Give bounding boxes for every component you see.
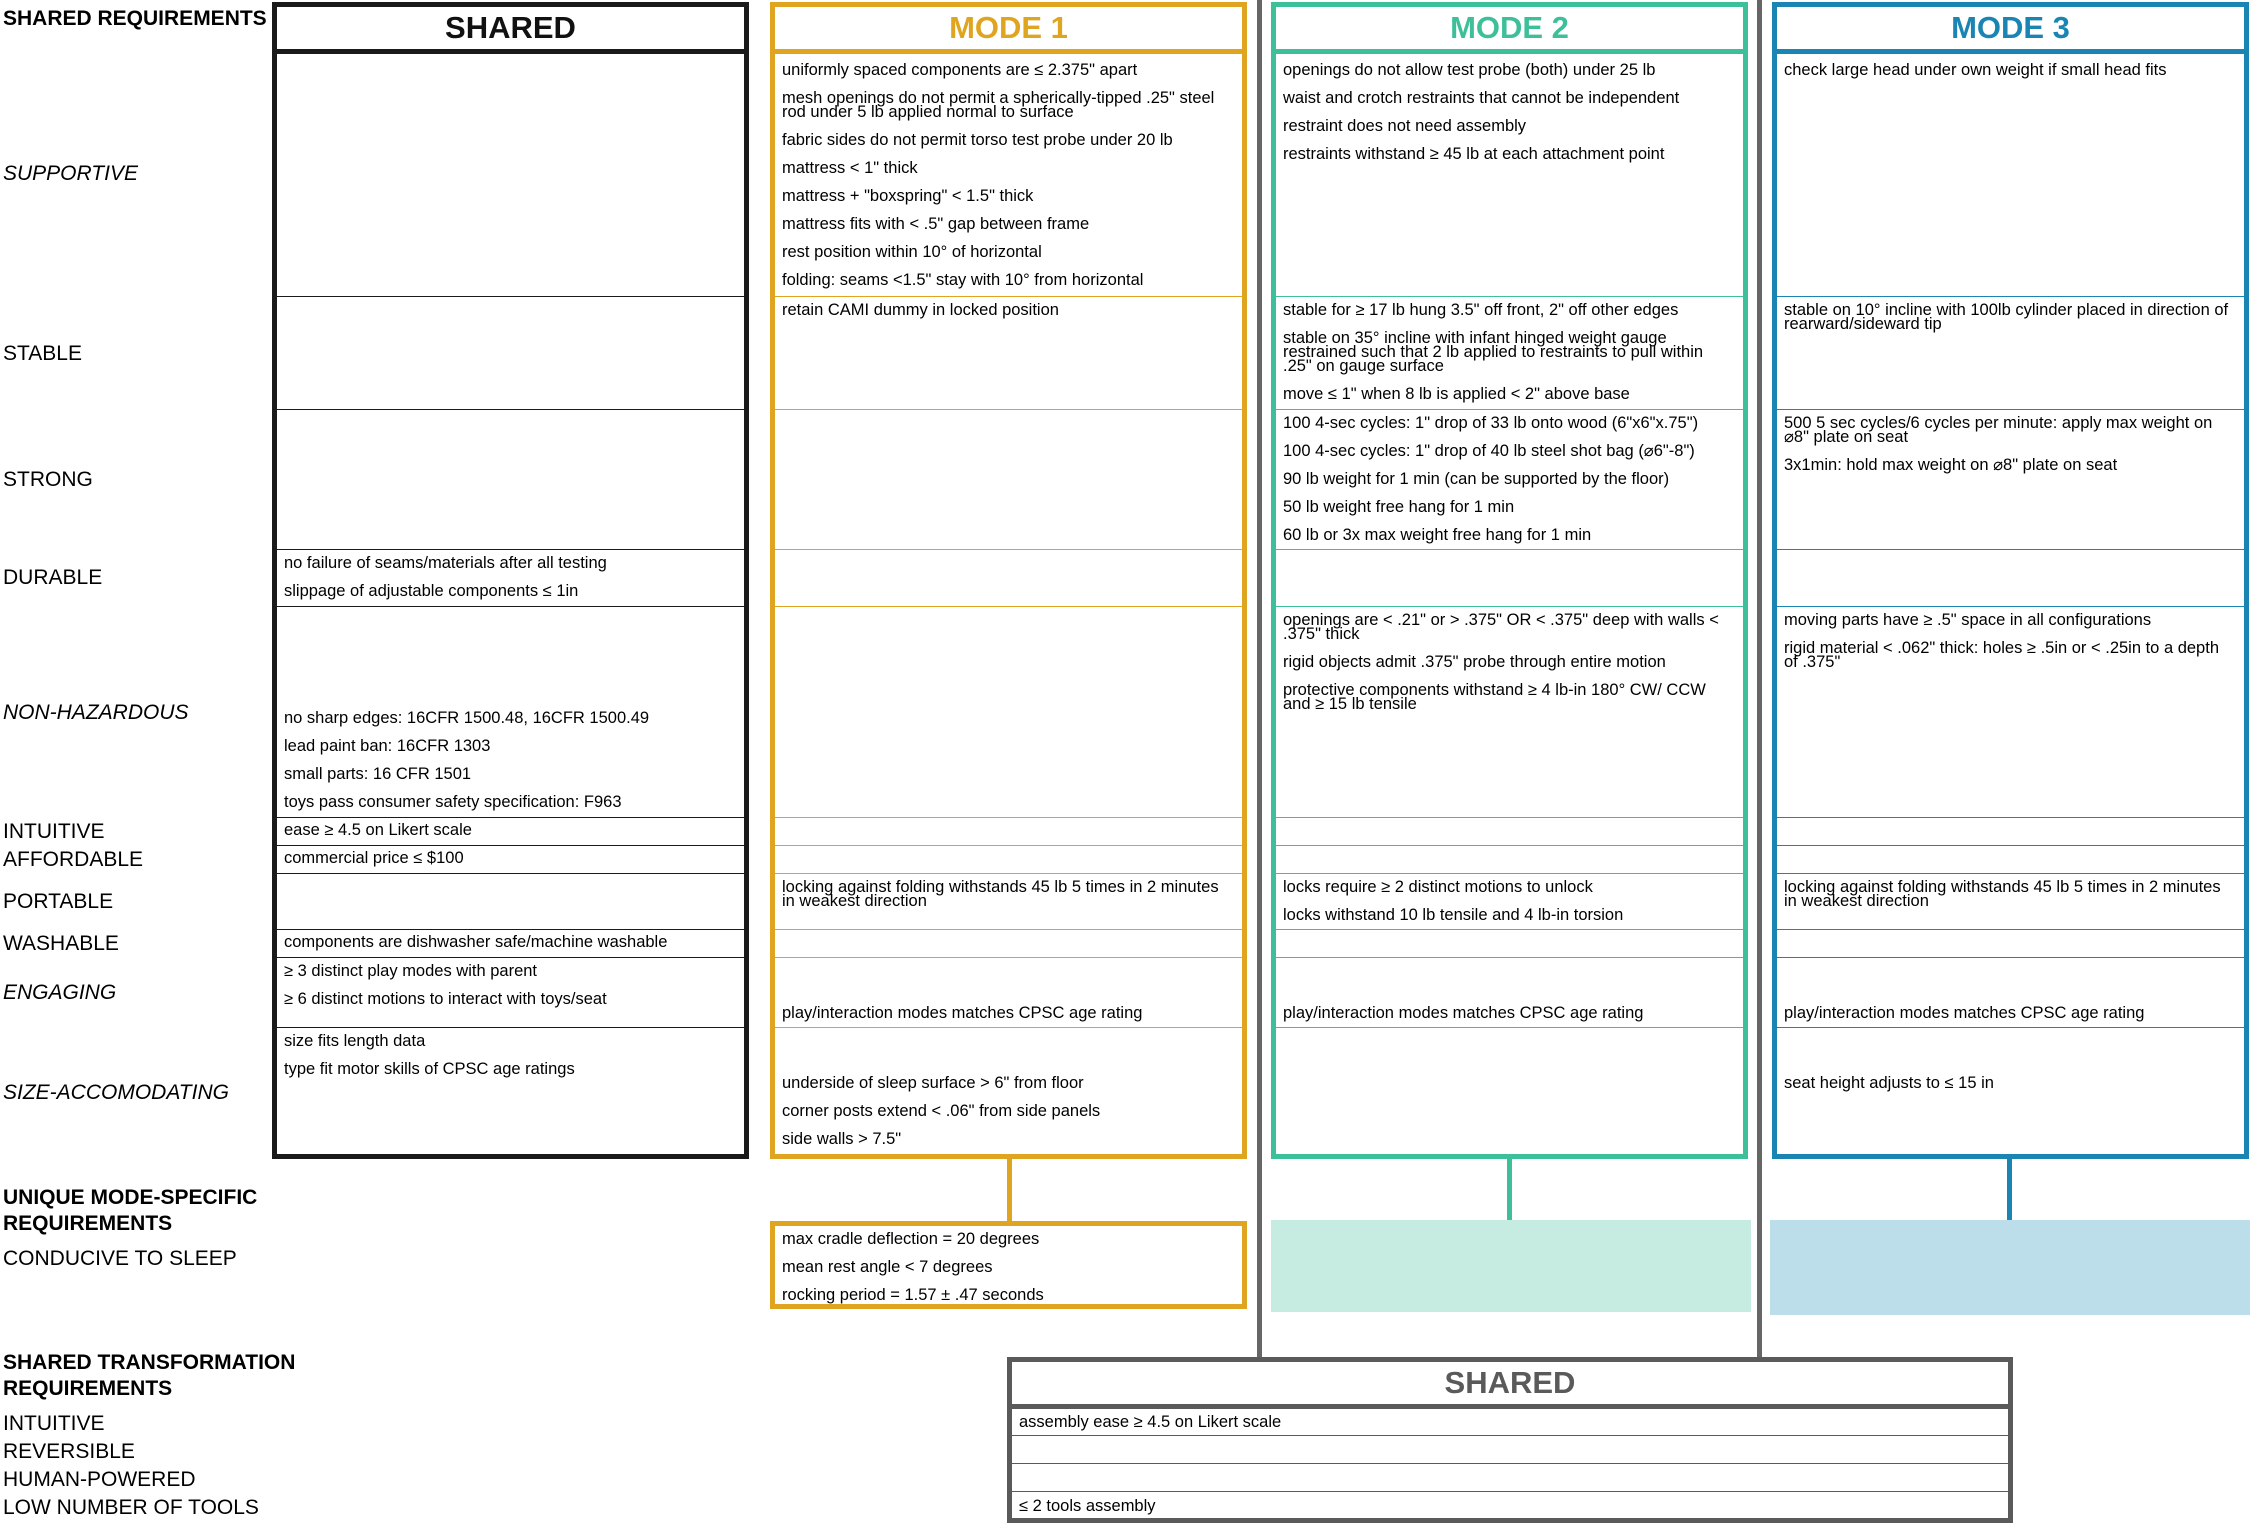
mode1-supportive-text-3: fabric sides do not permit torso test probe under 20 lb [782,131,1173,149]
unique-requirements-title: UNIQUE MODE-SPECIFIC REQUIREMENTS [3,1186,258,1235]
bottom-shared-text-4: ≤ 2 tools assembly [1019,1497,1156,1515]
mode2-strong-text-3: 90 lb weight for 1 min (can be supported by the floor) [1283,470,1670,488]
row-label-supportive: SUPPORTIVE [3,162,138,185]
mode2-strong-text-5: 60 lb or 3x max weight free hang for 1 min [1283,526,1592,544]
mode3-stable-text: stable on 10° incline with 100lb cylinder placed in direction of rearward/sideward tip [1784,301,2229,333]
shared-durable-text-2: slippage of adjustable components ≤ 1in [284,582,579,600]
row-label-non-hazardous: NON-HAZARDOUS [3,701,189,724]
transform-label-intuitive: INTUITIVE [3,1412,105,1435]
row-label-durable: DURABLE [3,566,103,589]
mode2-right-connector-line [1757,0,1762,1362]
shared-engaging-text-1: ≥ 3 distinct play modes with parent [284,962,538,980]
mode2-strong-text-1: 100 4-sec cycles: 1" drop of 33 lb onto wood (6"x6"x.75") [1283,414,1699,432]
mode1-column-body [770,54,1247,1159]
row-label-conducive-to-sleep: CONDUCIVE TO SLEEP [3,1247,237,1270]
row-label-intuitive: INTUITIVE [3,820,105,843]
mode3-unique-connector [2007,1157,2012,1220]
row-label-portable: PORTABLE [3,890,114,913]
mode2-nonhazardous-text-3: protective components withstand ≥ 4 lb-in 180° CW/ CCW and ≥ 15 lb tensile [1283,681,1706,713]
mode1-portable-text: locking against folding withstands 45 lb 5 times in 2 minutes in weakest direction [782,878,1219,910]
mode2-unique-connector [1507,1157,1512,1220]
shared-size-text-2: type fit motor skills of CPSC age ratings [284,1060,575,1078]
shared-nonhazardous-text-3: small parts: 16 CFR 1501 [284,765,472,783]
shared-column-body [272,54,749,1159]
shared-washable-text: components are dishwasher safe/machine washable [284,933,668,951]
shared-nonhazardous-text-4: toys pass consumer safety specification: F963 [284,793,622,811]
mode2-strong-text-2: 100 4-sec cycles: 1" drop of 40 lb steel shot bag (⌀6"-8") [1283,442,1695,460]
mode1-size-text-1: underside of sleep surface > 6" from floor [782,1074,1084,1092]
mode3-engaging-text: play/interaction modes matches CPSC age rating [1784,1004,2145,1022]
shared-nonhazardous-text-2: lead paint ban: 16CFR 1303 [284,737,491,755]
bottom-shared-header: SHARED [1007,1357,2013,1409]
transform-label-human-powered: HUMAN-POWERED [3,1468,196,1491]
mode2-strong-text-4: 50 lb weight free hang for 1 min [1283,498,1515,516]
mode2-nonhazardous-text-2: rigid objects admit .375" probe through entire motion [1283,653,1666,671]
mode2-portable-text-2: locks withstand 10 lb tensile and 4 lb-in torsion [1283,906,1624,924]
mode3-strong-text-2: 3x1min: hold max weight on ⌀8" plate on seat [1784,456,2118,474]
shared-affordable-text: commercial price ≤ $100 [284,849,464,867]
mode3-nonhazardous-text-1: moving parts have ≥ .5" space in all configurations [1784,611,2152,629]
mode3-unique-requirements-box [1770,1220,2250,1315]
transformation-requirements-title: SHARED TRANSFORMATION REQUIREMENTS [3,1351,296,1400]
mode3-strong-text-1: 500 5 sec cycles/6 cycles per minute: apply max weight on ⌀8" plate on seat [1784,414,2213,446]
mode2-engaging-text: play/interaction modes matches CPSC age rating [1283,1004,1644,1022]
mode1-size-text-2: corner posts extend < .06" from side panels [782,1102,1101,1120]
mode1-unique-text-3: rocking period = 1.57 ± .47 seconds [782,1286,1044,1304]
row-label-stable: STABLE [3,342,82,365]
mode1-supportive-text-1: uniformly spaced components are ≤ 2.375" apart [782,61,1138,79]
mode2-supportive-text-2: waist and crotch restraints that cannot be independent [1283,89,1680,107]
mode1-supportive-text-7: rest position within 10° of horizontal [782,243,1042,261]
mode3-column-header: MODE 3 [1772,2,2249,54]
mode2-portable-text-1: locks require ≥ 2 distinct motions to unlock [1283,878,1593,896]
transform-label-low-number-of-tools: LOW NUMBER OF TOOLS [3,1496,259,1519]
mode2-stable-text-2: stable on 35° incline with infant hinged weight gauge restrained such that 2 lb applied to restraints to pull within .25" on gauge surface [1283,329,1704,375]
row-label-engaging: ENGAGING [3,981,117,1004]
mode1-supportive-text-4: mattress < 1" thick [782,159,918,177]
transform-label-reversible: REVERSIBLE [3,1440,135,1463]
mode2-stable-text-3: move ≤ 1" when 8 lb is applied < 2" above base [1283,385,1630,403]
shared-engaging-text-2: ≥ 6 distinct motions to interact with toys/seat [284,990,607,1008]
mode1-unique-text-1: max cradle deflection = 20 degrees [782,1230,1040,1248]
shared-requirements-title: SHARED REQUIREMENTS [3,7,267,30]
mode3-supportive-text: check large head under own weight if small head fits [1784,61,2167,79]
mode2-column-body [1271,54,1748,1159]
mode3-portable-text: locking against folding withstands 45 lb 5 times in 2 minutes in weakest direction [1784,878,2221,910]
mode2-nonhazardous-text-1: openings are < .21" or > .375" OR < .375" deep with walls < .375" thick [1283,611,1719,643]
mode1-column-header: MODE 1 [770,2,1247,54]
mode1-unique-connector [1007,1157,1012,1223]
row-label-washable: WASHABLE [3,932,119,955]
mode1-unique-text-2: mean rest angle < 7 degrees [782,1258,993,1276]
mode2-supportive-text-3: restraint does not need assembly [1283,117,1527,135]
shared-nonhazardous-text-1: no sharp edges: 16CFR 1500.48, 16CFR 1500.49 [284,709,650,727]
row-label-affordable: AFFORDABLE [3,848,144,871]
shared-durable-text-1: no failure of seams/materials after all testing [284,554,607,572]
mode2-unique-requirements-box [1271,1220,1751,1312]
row-label-strong: STRONG [3,468,93,491]
mode1-supportive-text-5: mattress + "boxspring" < 1.5" thick [782,187,1034,205]
mode1-engaging-text: play/interaction modes matches CPSC age rating [782,1004,1143,1022]
mode3-column-body [1772,54,2249,1159]
mode1-size-text-3: side walls > 7.5" [782,1130,902,1148]
mode1-supportive-text-6: mattress fits with < .5" gap between frame [782,215,1090,233]
shared-intuitive-text: ease ≥ 4.5 on Likert scale [284,821,472,839]
mode1-supportive-text-8: folding: seams <1.5" stay with 10° from horizontal [782,271,1144,289]
mode2-stable-text-1: stable for ≥ 17 lb hung 3.5" off front, 2" off other edges [1283,301,1679,319]
bottom-shared-text-1: assembly ease ≥ 4.5 on Likert scale [1019,1413,1282,1431]
mode1-unique-requirements-box [770,1221,1247,1309]
mode1-stable-text: retain CAMI dummy in locked position [782,301,1059,319]
shared-column-header: SHARED [272,2,749,54]
mode3-size-text: seat height adjusts to ≤ 15 in [1784,1074,1994,1092]
mode3-nonhazardous-text-2: rigid material < .062" thick: holes ≥ .5in or < .25in to a depth of .375" [1784,639,2219,671]
row-label-size-accomodating: SIZE-ACCOMODATING [3,1081,229,1104]
mode2-supportive-text-1: openings do not allow test probe (both) under 25 lb [1283,61,1656,79]
mode2-left-connector-line [1257,0,1262,1362]
mode1-supportive-text-2: mesh openings do not permit a spherically-tipped .25" steel rod under 5 lb applied normal to surface [782,89,1215,121]
bottom-shared-body [1007,1409,2013,1523]
mode2-supportive-text-4: restraints withstand ≥ 45 lb at each attachment point [1283,145,1665,163]
mode2-column-header: MODE 2 [1271,2,1748,54]
shared-size-text-1: size fits length data [284,1032,426,1050]
